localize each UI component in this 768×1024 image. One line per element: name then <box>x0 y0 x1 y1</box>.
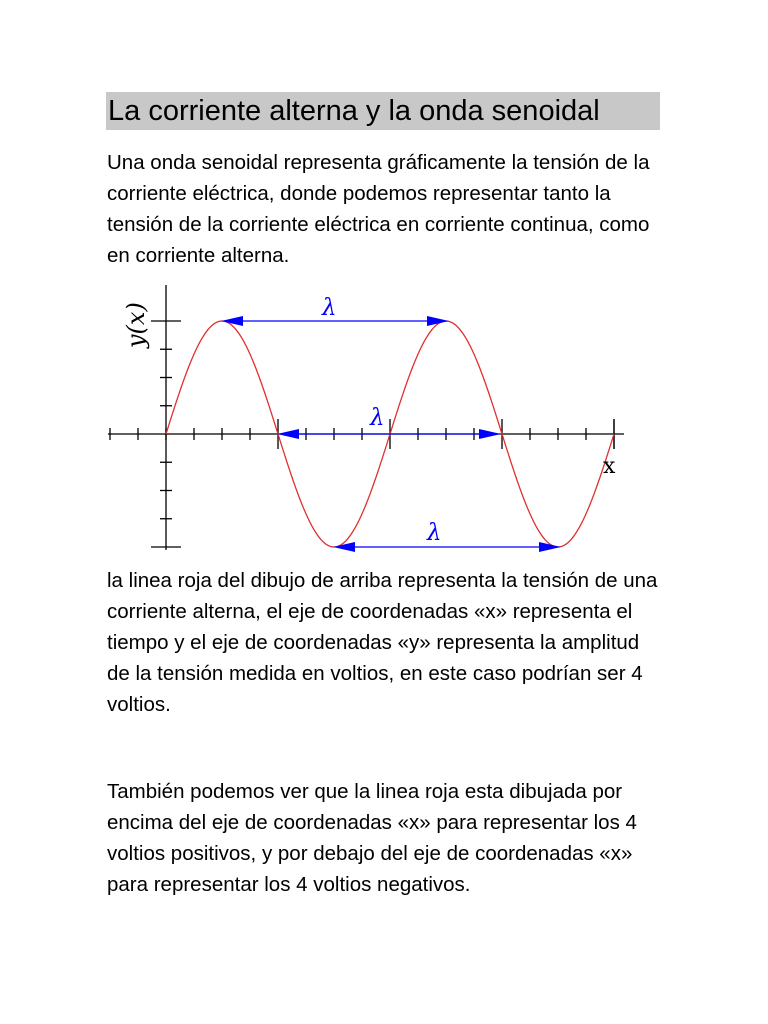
wavelength-label-top: λ <box>322 295 337 321</box>
page-title: La corriente alterna y la onda senoidal <box>106 92 660 130</box>
y-axis-label: y(x) <box>122 302 150 348</box>
wavelength-label-middle: λ <box>370 405 385 431</box>
conclusion-paragraph: También podemos ver que la linea roja esta dibujada por encima del eje de coordenadas «x» para representar los 4 voltios positivos, y por debajo del eje de coordenadas «x» para representar los 4 voltios negativos. <box>107 780 637 896</box>
sine-wave-figure <box>100 280 640 555</box>
explanation-paragraph: la linea roja del dibujo de arriba representa la tensión de una corriente alterna, el eje de coordenadas «x» representa el tiempo y el eje de coordenadas «y» representa la amplitud de la tensión medida en voltios, en este caso podrían ser 4 voltios. <box>107 569 658 716</box>
sine-wave-diagram <box>100 280 640 555</box>
wavelength-label-bottom: λ <box>427 520 442 546</box>
x-axis-label: x <box>603 454 616 479</box>
intro-paragraph: Una onda senoidal representa gráficamente la tensión de la corriente eléctrica, donde podemos representar tanto la tensión de la corriente eléctrica en corriente continua, como en corriente alterna. <box>107 151 650 267</box>
wavelength-arrow-bottom <box>333 542 561 552</box>
